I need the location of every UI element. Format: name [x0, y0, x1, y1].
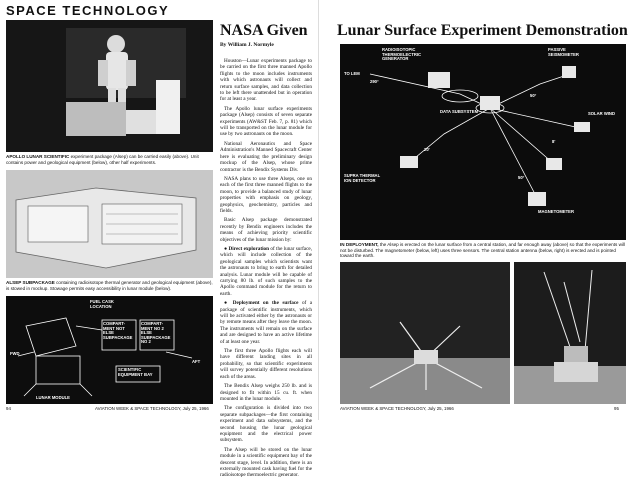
deployment-diagram: [340, 44, 626, 240]
bullet-1-label: Direct exploration: [228, 245, 269, 252]
body-paragraph: The Apollo lunar surface experiments package (Alsep) consists of seven separate experiments (AW&ST Feb. 7, p. 81) which will be transported on the lunar module for use by two astronauts on the moon.: [220, 105, 312, 138]
article-byline: By William J. Normyle: [220, 42, 274, 48]
antenna-illustration: [514, 262, 626, 404]
subpackage-illustration: [6, 170, 213, 278]
footer-page-number-right: 95: [614, 406, 619, 411]
bullet-2-text: of a package of scientific instruments, which will be activated either by the astronauts or by remote means after they leave the moon. The instruments will remain on the surface and are designed to have an active lifetime of at least one year.: [220, 300, 313, 345]
deployment-drawing: [340, 44, 626, 240]
label-compartment-2: COMPART-MENT NO 2 ELSE SUBPACKAGE NO 2: [141, 321, 171, 345]
subpackage-photo: [6, 170, 213, 278]
label-passive-seismometer: PASSIVE SEISMOMETER: [548, 47, 579, 57]
label-angle-8: 8': [552, 139, 556, 144]
article-headline: NASA Given: [220, 22, 308, 39]
label-supra-thermal: SUPRA THERMAL ION DETECTOR: [344, 173, 381, 183]
right-headline: Lunar Surface Experiment Demonstration: [337, 22, 628, 39]
label-angle-290: 290°: [370, 79, 379, 84]
body-paragraph: National Aeronautics and Space Administration's Manned Spacecraft Center here is evaluating the preliminary design mockup of the Alsep, whose prime contractor is the Bendix Systems Div.: [220, 140, 312, 173]
label-aft: AFT: [192, 359, 201, 364]
bullet-paragraph: ● Direct exploration of the lunar surface, which will include collection of the geological samples which scientists want the astronauts to bring to earth for detailed analysis. Lunar module will be capable of carrying 80 lb. of such samples to the Apollo command module for the return to earth.: [220, 245, 313, 297]
section-title: SPACE TECHNOLOGY: [6, 3, 170, 18]
page-gutter: [318, 0, 319, 420]
astronaut-illustration: [6, 20, 213, 152]
bullet-paragraph: ● Deployment on the surface of a package of scientific instruments, which will be activated either by the astronauts or by remote means after they leave the moon. The instruments will remain on the surface and are designed to have an active lifetime of at least one year.: [220, 300, 313, 345]
label-fwd: FWD: [10, 351, 20, 356]
label-equipment-bay: SCIENTIFIC EQUIPMENT BAY: [118, 367, 153, 377]
label-angle-20: 20': [424, 147, 430, 152]
label-to-lem: TO LEM: [344, 71, 360, 76]
footer-publication-left: AVIATION WEEK & SPACE TECHNOLOGY, July 25, 1966: [95, 406, 209, 411]
right-caption: [340, 242, 626, 259]
caption-2: [6, 280, 213, 291]
magnetometer-illustration: [340, 262, 510, 404]
caption-1-bold: APOLLO LUNAR SCIENTIFIC: [6, 154, 70, 159]
caption-1-text: experiment package (Alsep) can be carried easily (above). Unit contains power and geological equipment (below), other half experiments.: [6, 154, 199, 165]
caption-1: [6, 154, 213, 165]
lunar-module-drawing: [6, 296, 213, 404]
body-paragraph: The Alsep will be stored on the lunar module in a scientific equipment bay of the descent stage, level. In addition, there is an externally mounted cask having fuel for the radioisotope thermoelectric generator.: [220, 446, 312, 479]
footer-publication-right: AVIATION WEEK & SPACE TECHNOLOGY, July 25, 1966: [340, 406, 454, 411]
article-body: [220, 58, 313, 479]
body-paragraph: The first three Apollo flights each will have different landing sites in all probability, so that scientific experiments will survey potentially different resolutions each of the areas.: [220, 348, 312, 380]
caption-2-text: containing radioisotope thermal generator and geological equipment (above), is stowed in mockup. Stowage permits easy accessibility in lunar module (below).: [6, 280, 213, 291]
astronaut-photo: [6, 20, 213, 152]
lunar-module-diagram: [6, 296, 213, 404]
right-caption-text: the Alsep is erected on the lunar surface from a central station, and far enough away (above) so that the experiments will not be disturbed. The magnetometer (below, left) uses three sensors. The central station antenna (below, right) is erected and is pointed toward the earth.: [340, 242, 625, 259]
body-paragraph: The Bendix Alsep weighs 250 lb. and is designed to fit within 15 cu. ft. when mounted in the lunar module.: [220, 383, 312, 402]
footer-page-number-left: 94: [6, 406, 11, 411]
body-paragraph: The configuration is divided into two separate subpackages—the first containing experiment and data subsystems, and the second housing the lunar geological equipment and the electrical power subsystem.: [220, 405, 312, 444]
right-caption-bold: IN DEPLOYMENT,: [340, 242, 379, 247]
body-paragraph: Houston—Lunar experiments package to be carried on the first three manned Apollo flights to the moon includes instruments with which astronauts will collect and return surface samples, and data collection to be left there unattended but in operation for at least a year.: [220, 58, 312, 103]
label-rtg: RADIOISOTOPIC THERMOELECTRIC GENERATOR: [382, 47, 422, 62]
label-magnetometer: MAGNETOMETER: [538, 209, 574, 214]
body-paragraph: NASA plans to use three Alseps, one on each of the first three manned flights to the moon, to provide a balanced study of lunar properties with emphasis on geology, geophysics, geochemistry, particles and fields.: [220, 175, 312, 214]
label-angle-50a: 50°: [530, 93, 537, 98]
label-solar-wind: SOLAR WIND: [588, 111, 615, 116]
bullet-1-text: of the lunar surface, which will include collection of the geological samples which scientists want the astronauts to bring to earth for detailed analysis. Lunar module will be capable of carrying 80 lb. of such samples to the Apollo command module for the return to earth.: [220, 245, 313, 297]
body-paragraph: Basic Alsep package demonstrated recently by Bendix engineers includes the means of achieving priority scientific objectives of the lunar mission by:: [220, 217, 312, 243]
bullet-2-label: Deployment on the surface: [232, 300, 299, 307]
label-fuel-cask: FUEL CASK LOCATION: [90, 299, 114, 309]
label-angle-50b: 50°: [518, 175, 525, 180]
label-compartment-1: COMPART-MENT NOT ELSE SUBPACKAGE: [103, 321, 133, 340]
caption-2-bold: ALSEP SUBPACKAGE: [6, 280, 55, 285]
label-lunar-module: LUNAR MODULE: [36, 395, 70, 400]
label-data-subsystem: DATA SUBSYSTEM: [440, 109, 479, 114]
magnetometer-photo: [340, 262, 510, 404]
antenna-photo: [514, 262, 626, 404]
